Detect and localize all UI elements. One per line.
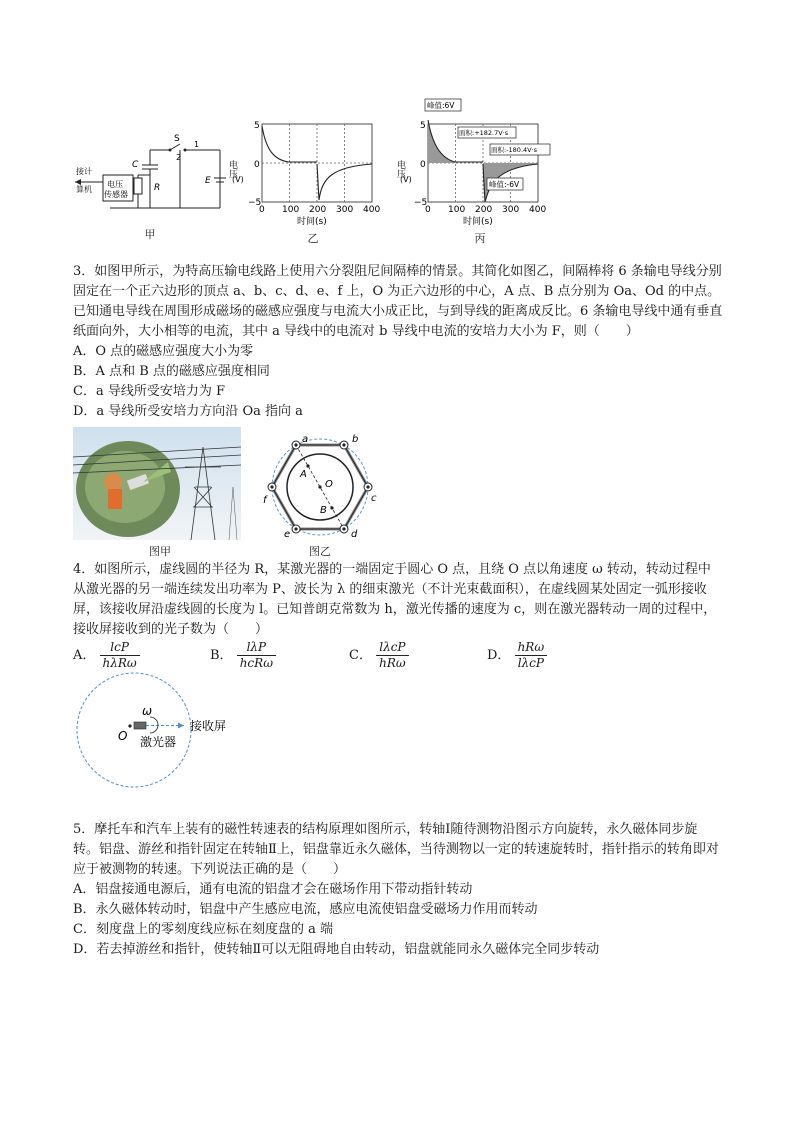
question-5-option-b[interactable]: B．永久磁体转动时，铝盘中产生感应电流，感应电流使铝盘受磁场力作用而转动 — [73, 902, 538, 917]
question-3-option-b[interactable]: B．A 点和 B 点的磁感应强度相同 — [73, 364, 270, 379]
question-3-option-d[interactable]: D．a 导线所受安培力方向沿 Oa 指向 a — [73, 404, 303, 419]
vertex-c: c — [371, 493, 377, 504]
question-5 — [73, 820, 723, 960]
hexagon-diagram — [262, 433, 382, 541]
fig-yi-caption: 图乙 — [309, 545, 331, 558]
peak-bottom-label: 峰值:-6V — [489, 180, 520, 189]
vertex-d: d — [351, 529, 358, 540]
xtick-300: 300 — [336, 205, 354, 215]
vertex-e: e — [284, 529, 291, 540]
screen-label: 接收屏 — [190, 719, 227, 733]
peak-top-label: 峰值:6V — [427, 101, 455, 110]
vertex-a: a — [302, 434, 309, 445]
figure-yi-caption: 乙 — [307, 232, 319, 245]
figure-bing-caption: 丙 — [474, 232, 486, 245]
question-3-option-a[interactable]: A．O 点的磁感应强度大小为零 — [73, 344, 254, 359]
figure-jia-circuit — [70, 130, 230, 215]
xtick-200: 200 — [309, 205, 327, 215]
point-b-mid: B — [320, 505, 327, 516]
xtick-0: 0 — [259, 205, 265, 215]
x-axis-label: 时间(s) — [463, 217, 493, 227]
battery-label: E — [205, 176, 211, 186]
y-axis-label: 电压 — [227, 160, 237, 178]
capacitor-label: C — [132, 160, 139, 170]
xtick-200: 200 — [475, 205, 493, 215]
fig-jia-caption: 图甲 — [149, 545, 171, 558]
origin-label: O — [118, 729, 128, 743]
sensor-label-1: 电压 — [107, 180, 123, 189]
switch-pos1: 1 — [194, 140, 200, 149]
xtick-0: 0 — [425, 205, 431, 215]
question-4-text: 4．如图所示，虚线圆的半径为 R，某激光器的一端固定于圆心 O 点，且绕 O 点以角速度 ω 转动，转动过程中从激光器的另一端连续发出功率为 P、波长为 λ 的细束激光（不计光束截面积），在虚线圆某处固定一弧形接收屏，该接收屏沿虚线圆的长度为 l。已知普朗克常数为 h，激光传播的速度为 c，则在激光器转动一周的过程中，接收屏接收到的光子数为（ ） — [73, 562, 717, 637]
computer-label-1: 接计 — [76, 167, 92, 176]
question-5-option-d[interactable]: D．若去掉游丝和指针，使转轴Ⅱ可以无阻碍地自由转动，铝盘就能同永久磁体完全同步转动 — [73, 942, 600, 957]
sensor-label-2: 传感器 — [104, 190, 128, 199]
figure-yi-graph — [227, 112, 382, 227]
photo-transmission-line — [73, 427, 241, 540]
figure-bing-graph — [395, 98, 558, 228]
y-axis-unit: (V) — [232, 175, 244, 184]
xtick-100: 100 — [448, 205, 466, 215]
xtick-400: 400 — [363, 205, 381, 215]
laser-label: 激光器 — [140, 735, 177, 749]
question-4-option-b[interactable]: B． $\frac{\text{lλP}}{\text{hcRω}}$ — [210, 640, 276, 671]
y-axis-unit: (V) — [400, 175, 412, 184]
question-5-text: 5．摩托车和汽车上装有的磁性转速表的结构原理如图所示，转轴Ⅰ随待测物沿图示方向旋转，永久磁体同步旋转。铝盘、游丝和指针固定在转轴Ⅱ上，铝盘靠近永久磁体，当待测物以一定的转速旋转时，指针指示的转角即对应于被测物的转速。下列说法正确的是（ ） — [73, 822, 719, 877]
area-bottom-label: 面积:-180.4V·s — [491, 146, 538, 154]
omega-label: ω — [142, 704, 153, 718]
question-3-text: 3．如图甲所示，为特高压输电线路上使用六分裂阻尼间隔棒的情景。其简化如图乙，间隔棒将 6 条输电导线分别固定在一个正六边形的顶点 a、b、c、d、e、f 上，O 为正六边形的中心，A 点、B 点分别为 Oa、Od 的中点。已知通电导线在周围形成磁场的磁感应强度与电流大小成正比，与到导线的距离成反比。6 条输电导线中通有垂直纸面向外，大小相等的电流，其中 a 导线中的电流对 b 导线中电流的安培力大小为 F，则（ ） — [73, 264, 723, 339]
computer-label-2: 算机 — [76, 185, 92, 194]
question-3 — [73, 262, 723, 422]
xtick-100: 100 — [282, 205, 300, 215]
figure-jia-caption: 甲 — [144, 228, 156, 241]
point-a-mid: A — [300, 469, 307, 480]
resistor-label: R — [154, 183, 161, 193]
ytick-minus5: −5 — [248, 198, 262, 208]
question-3-option-c[interactable]: C．a 导线所受安培力为 F — [73, 384, 225, 399]
vertex-b: b — [352, 434, 359, 445]
question-5-option-a[interactable]: A．铝盘接通电源后，通有电流的铝盘才会在磁场作用下带动指针转动 — [73, 882, 473, 897]
question-4-option-a[interactable]: A． $\frac{\text{lcP}}{\text{hλRω}}$ — [73, 640, 140, 671]
ytick-0: 0 — [254, 160, 260, 170]
area-top-label: 面积:+182.7V·s — [459, 129, 509, 137]
switch-pos2: 2 — [176, 153, 182, 162]
question-4-option-c[interactable]: C． $\frac{\text{lλcP}}{\text{hRω}}$ — [349, 640, 409, 671]
point-o: O — [325, 479, 333, 490]
xtick-400: 400 — [529, 205, 547, 215]
ytick-5: 5 — [420, 121, 426, 131]
xtick-300: 300 — [502, 205, 520, 215]
question-5-option-c[interactable]: C．刻度盘上的零刻度线应标在刻度盘的 a 端 — [73, 922, 333, 937]
vertex-f: f — [263, 495, 267, 506]
y-axis-label: 电压 — [395, 160, 405, 178]
ytick-5: 5 — [254, 121, 260, 131]
x-axis-label: 时间(s) — [297, 217, 327, 227]
question-4 — [73, 560, 723, 640]
laser-circle-diagram — [72, 670, 272, 790]
question-4-option-d[interactable]: D． $\frac{\text{hRω}}{\text{lλcP}}$ — [487, 640, 547, 671]
ytick-0: 0 — [420, 160, 426, 170]
switch-label: S — [174, 134, 180, 144]
ytick-minus5: −5 — [414, 198, 428, 208]
